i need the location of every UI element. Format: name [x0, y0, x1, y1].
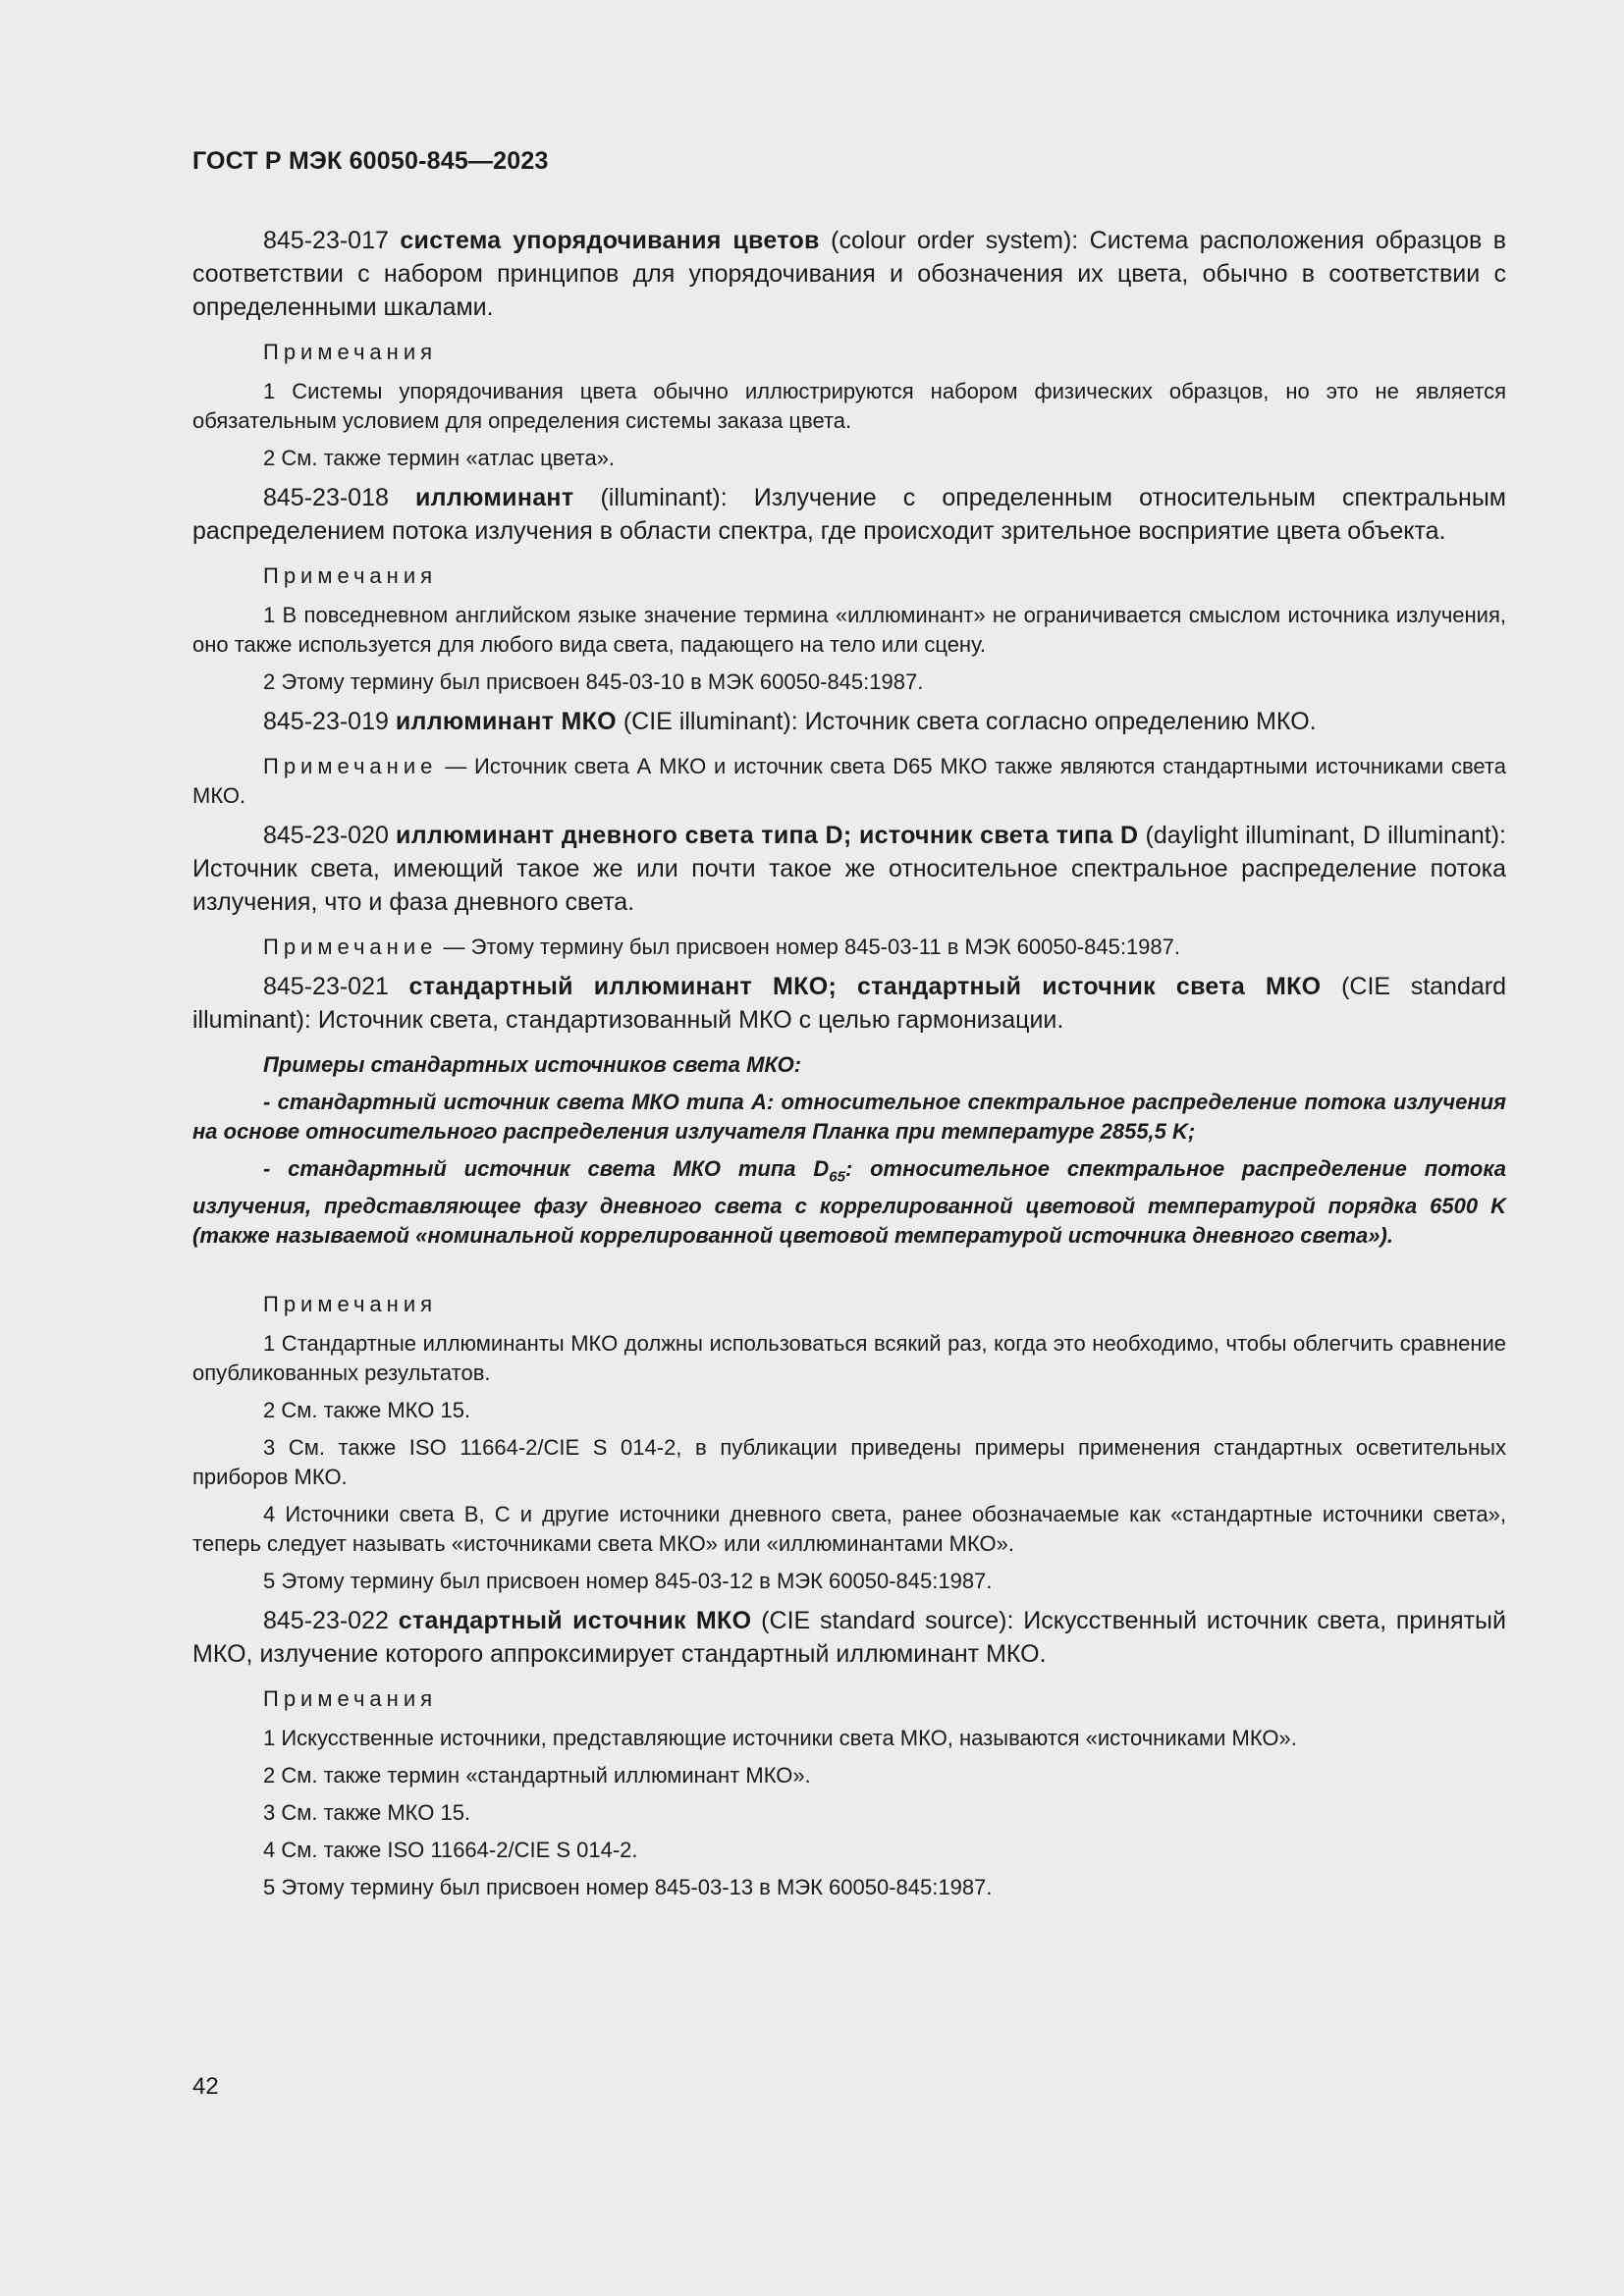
term-entry-017	[192, 224, 1506, 324]
term-name: иллюминант дневного света типа D; источник света типа D	[396, 822, 1139, 849]
note-item: 2 Этому термину был присвоен 845-03-10 в МЭК 60050-845:1987.	[263, 669, 924, 694]
term-name: иллюминант	[415, 484, 574, 511]
notes-heading: Примечания	[263, 340, 438, 364]
note-item: 2 См. также термин «стандартный иллюминант МКО».	[263, 1763, 811, 1789]
term-entry-021	[192, 970, 1506, 1037]
term-number: 845-23-019	[263, 708, 389, 735]
term-definition: (CIE standard illuminant): Источник света, стандартизованный МКО с целью гармонизации.	[192, 973, 1507, 1034]
note-item: 1 В повседневном английском языке значение термина «иллюминант» не ограничивается смыслом источника излучения, оно также используется для любого вида света, падающего на тело или сцену.	[192, 603, 1506, 657]
example-item	[192, 1154, 1506, 1251]
term-definition: (colour order system): Система расположения образцов в соответствии с набором принципов для упорядочивания и обозначения их цвета, обычно в соответствии с определенными шкалами.	[192, 227, 1506, 321]
note-item: 4 Источники света B, C и другие источники дневного света, ранее обозначаемые как «стандартные источники света», теперь следует называть «источниками света МКО» или «иллюминантами МКО».	[192, 1502, 1506, 1557]
term-entry-019	[192, 705, 1506, 738]
notes-heading: Примечания	[263, 1292, 438, 1317]
note-label: Примечание	[263, 754, 438, 778]
note-text: — Источник света А МКО и источник света D65 МКО также являются стандартными источниками света МКО.	[192, 754, 1506, 808]
notes-heading: Примечания	[263, 563, 438, 588]
document-content	[192, 224, 1506, 1910]
note-item: 1 Системы упорядочивания цвета обычно иллюстрируются набором физических образцов, но это не является обязательным условием для определения системы заказа цвета.	[192, 379, 1506, 433]
note-item: 3 См. также ISO 11664-2/CIE S 014-2, в публикации приведены примеры применения стандартных осветительных приборов МКО.	[192, 1435, 1506, 1490]
note-item: 5 Этому термину был присвоен номер 845-03-12 в МЭК 60050-845:1987.	[263, 1569, 993, 1594]
term-definition: (CIE standard source): Искусственный источник света, принятый МКО, излучение которого аппроксимирует стандартный иллюминант МКО.	[192, 1607, 1506, 1669]
note-label: Примечание	[263, 934, 438, 959]
term-entry-022	[192, 1604, 1506, 1671]
term-number: 845-23-020	[263, 822, 389, 849]
term-number: 845-23-022	[263, 1607, 389, 1635]
notes-heading: Примечания	[263, 1686, 438, 1712]
single-note	[192, 933, 1506, 962]
term-entry-018	[192, 481, 1506, 548]
example-text: : относительное спектральное распределение потока излучения, представляющее фазу дневного света с коррелированной цветовой температурой порядка 6500 K (также называемой «номинальной коррелированной цветовой температурой источника дневного света»).	[192, 1156, 1506, 1249]
term-name: система упорядочивания цветов	[400, 227, 820, 254]
note-item: 1 Стандартные иллюминанты МКО должны использоваться всякий раз, когда это необходимо, чтобы облегчить сравнение опубликованных результатов.	[192, 1331, 1506, 1386]
example-item: - стандартный источник света МКО типа А: относительное спектральное распределение потока излучения на основе относительного распределения излучателя Планка при температуре 2855,5 K;	[192, 1090, 1506, 1144]
term-definition: (CIE illuminant): Источник света согласно определению МКО.	[616, 708, 1317, 735]
note-item: 1 Искусственные источники, представляющие источники света МКО, называются «источниками МКО».	[263, 1726, 1297, 1751]
term-number: 845-23-021	[263, 973, 389, 1000]
term-name: стандартный иллюминант МКО; стандартный источник света МКО	[408, 973, 1322, 1000]
note-item: 3 См. также МКО 15.	[263, 1800, 471, 1826]
subscript: 65	[829, 1168, 845, 1186]
note-item: 2 См. также термин «атлас цвета».	[263, 446, 616, 470]
term-number: 845-23-017	[263, 227, 389, 254]
term-name: иллюминант МКО	[395, 708, 617, 735]
examples-heading: Примеры стандартных источников света МКО:	[263, 1052, 802, 1077]
term-name: стандартный источник МКО	[398, 1607, 752, 1635]
document-header: ГОСТ Р МЭК 60050-845—2023	[192, 147, 549, 175]
term-number: 845-23-018	[263, 484, 389, 511]
note-item: 4 См. также ISO 11664-2/CIE S 014-2.	[263, 1838, 638, 1863]
single-note	[192, 752, 1506, 811]
note-item: 2 См. также МКО 15.	[263, 1398, 471, 1423]
note-item: 5 Этому термину был присвоен номер 845-03-13 в МЭК 60050-845:1987.	[263, 1875, 993, 1900]
term-definition: (illuminant): Излучение с определенным относительным спектральным распределением потока излучения в области спектра, где происходит зрительное восприятие цвета объекта.	[192, 484, 1506, 545]
note-text: — Этому термину был присвоен номер 845-03-11 в МЭК 60050-845:1987.	[437, 934, 1180, 959]
page-number: 42	[192, 2073, 219, 2100]
term-definition: (daylight illuminant, D illuminant): Источник света, имеющий такое же или почти такое же относительное спектральное распределение потока излучения, что и фаза дневного света.	[192, 822, 1506, 916]
term-entry-020	[192, 819, 1506, 919]
example-text: - стандартный источник света МКО типа D	[263, 1156, 830, 1181]
